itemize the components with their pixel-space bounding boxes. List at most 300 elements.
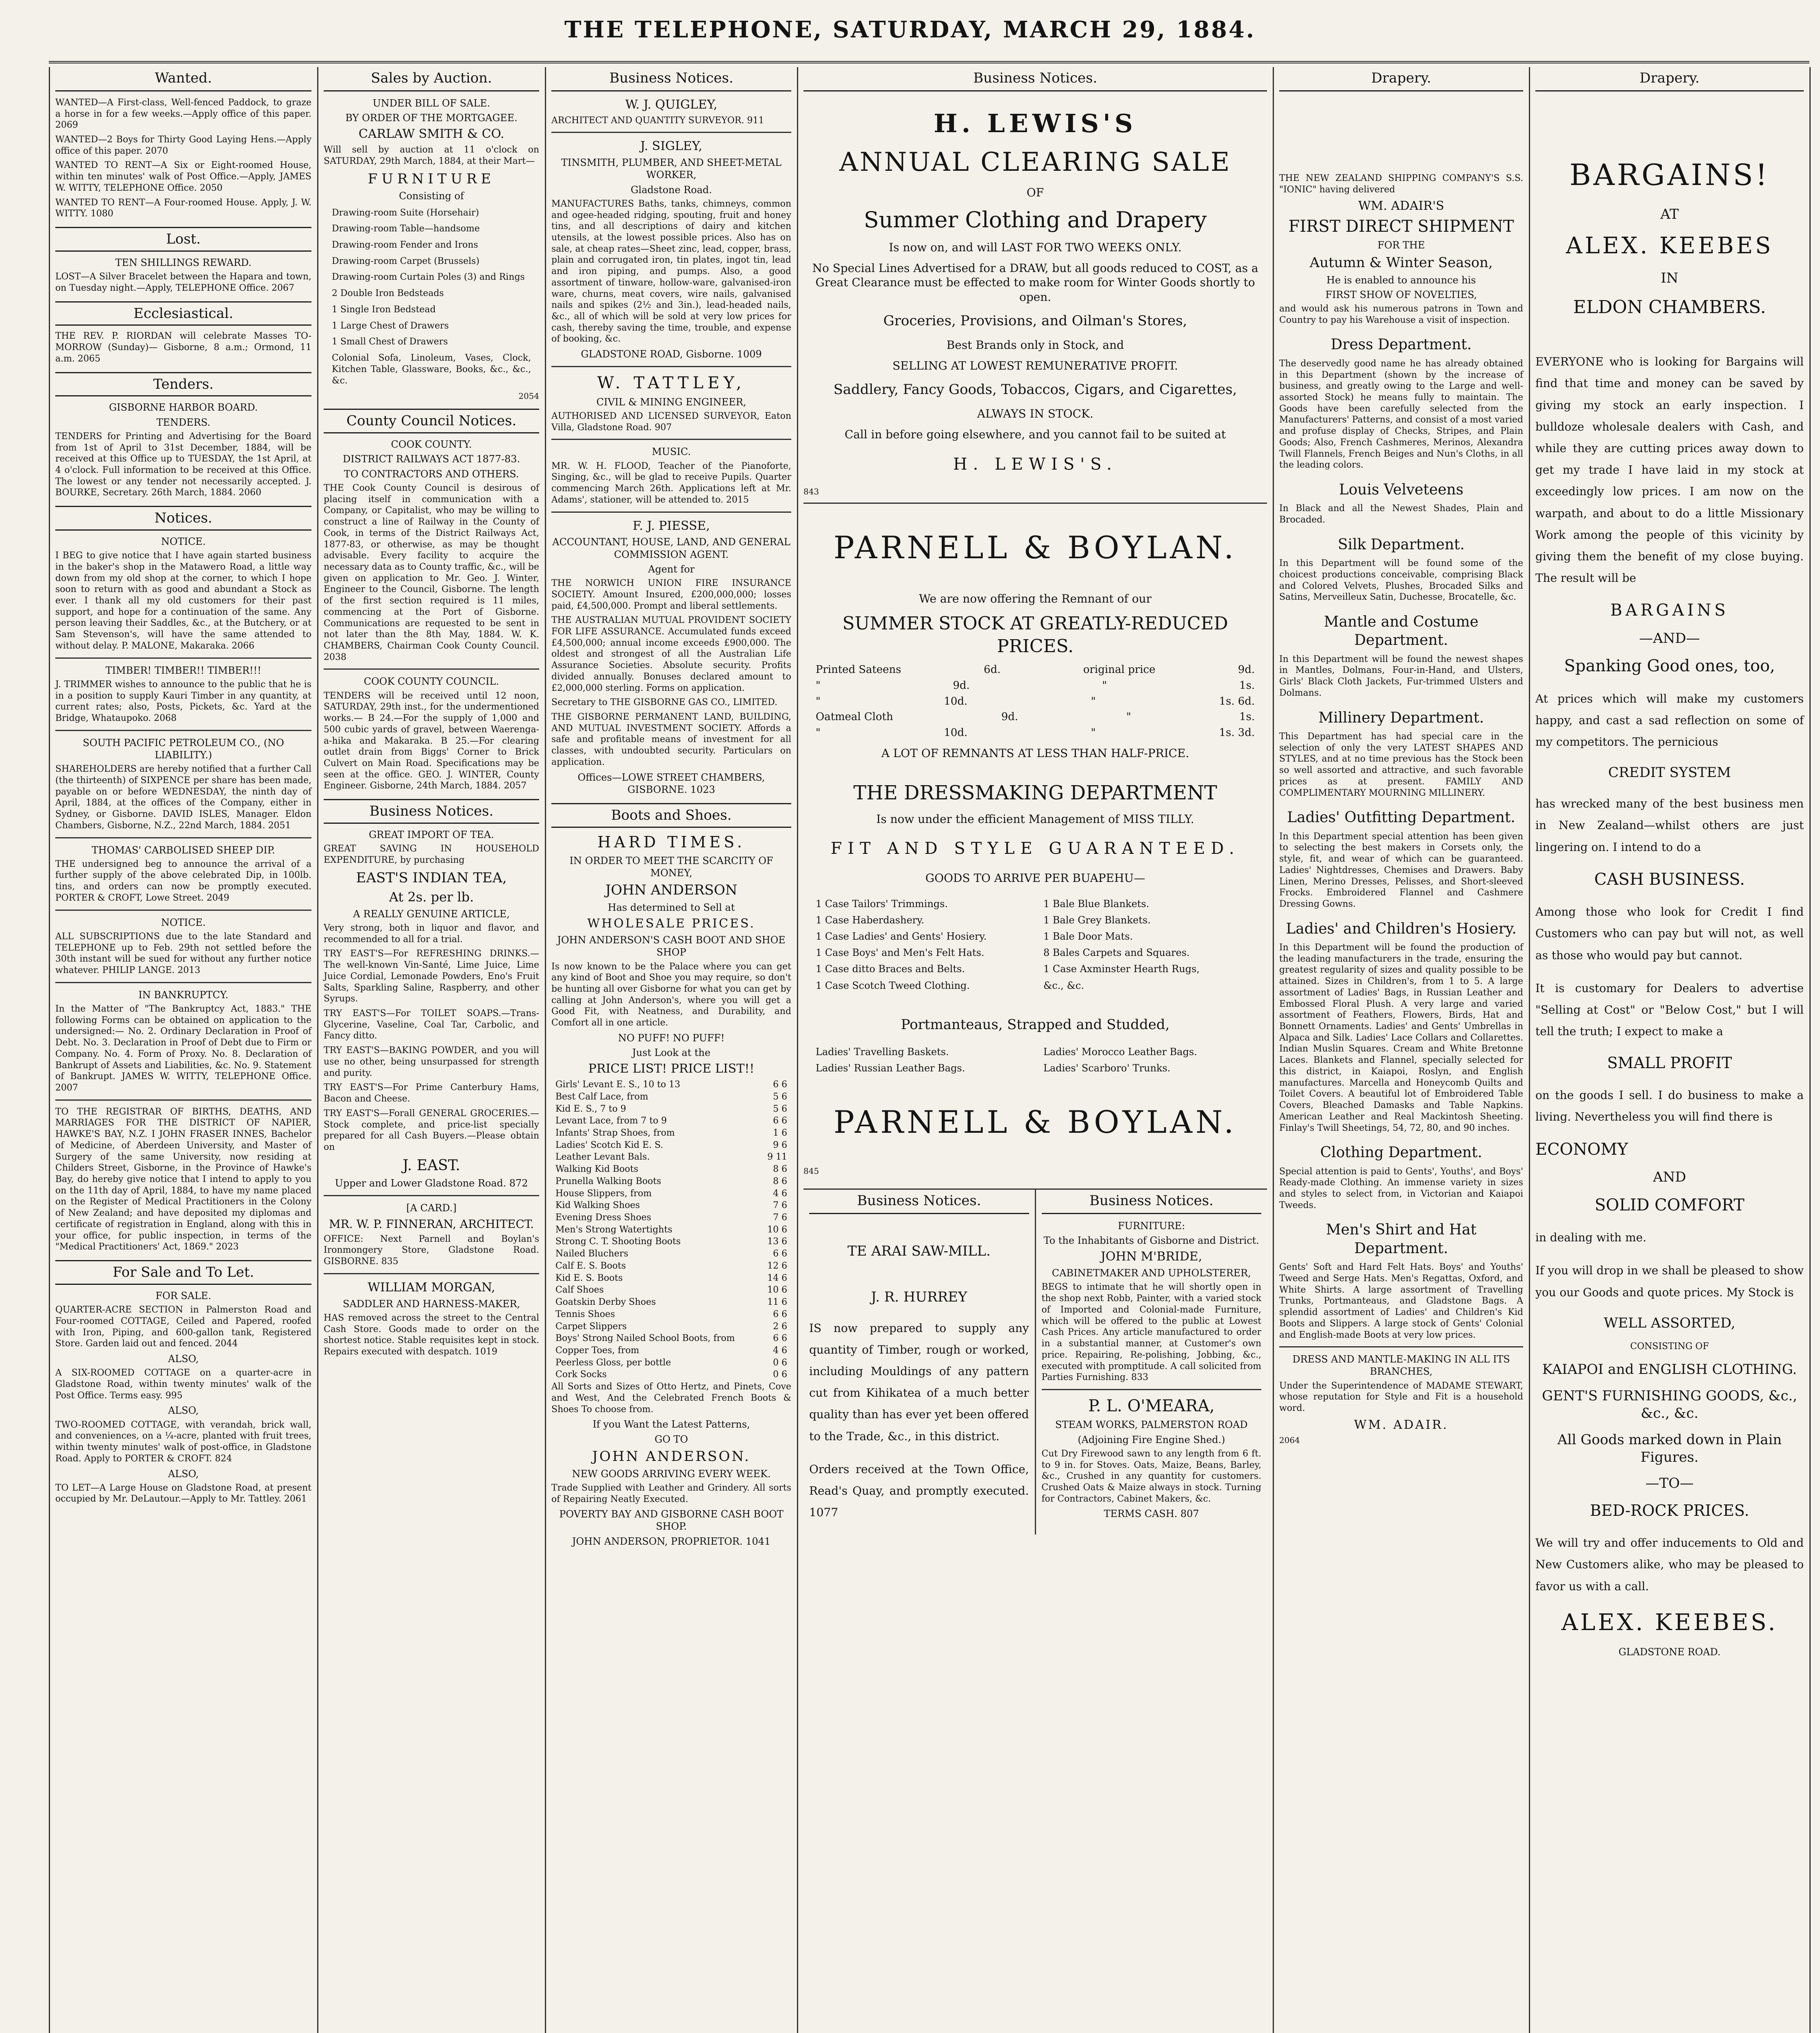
advert-title: Gladstone Road. (630, 184, 712, 196)
section-heading: Tenders. (55, 372, 311, 397)
divider (1042, 1389, 1262, 1390)
text-line: AT (1660, 206, 1679, 222)
advert-title: TO CONTRACTORS AND OTHERS. (344, 468, 519, 480)
price-cell: 10d. (944, 695, 968, 707)
price-value: 11 6 (767, 1297, 787, 1308)
advert-title: Offices—LOWE STREET CHAMBERS, GISBORNE. 1023 (577, 771, 765, 795)
text-line: No Special Lines Advertised for a DRAW, but all goods reduced to COST, as a Great Clearance must be effected to make room for Winter Goods shortly to open. (812, 261, 1258, 304)
advert-title: JOHN ANDERSON (605, 882, 738, 899)
text-line: J. R. HURREY (871, 1289, 967, 1305)
price-value: 14 6 (767, 1273, 787, 1283)
advert: THE Cook County Council is desirous of placing itself in communication with a Company, or Capitalist, who may be willing to construct a line of Railway in the County of Cook, in terms of the District Railways Act, 1877-83, or otherwise, as may be thought advisable. Every facility to acquire the necessary data as to County traffic, &c., will be given on application to Mr. Geo. J. Winter, Engineer to the Council, Gisborne. The length of the first section required is 11 miles, commencing at the Port of Gisborne. Communications are requested to be sent in not later than the 8th May, 1884. W. K. CHAMBERS, Chairman Cook County Council. 2038 (324, 483, 539, 662)
lower-adverts (803, 1188, 1267, 1535)
advert-title: FURNITURE (368, 170, 495, 187)
price-row (555, 1333, 787, 1344)
department-title: Dress Department. (1330, 336, 1472, 353)
price-item: Carpet Slippers (555, 1321, 627, 1332)
advert: THE undersigned beg to announce the arrival of a further supply of the above celebrated Dip, in 100lb. tins, and orders can now be promptly executed. PORTER & CROFT, Lowe Street. 2049 (55, 859, 311, 903)
department-text: In this Department will be found some of the choicest productions conceivable, comprising Black and Colored Velvets, Plushes, Brocaded Silks and Satins, Merveilleux Satin, Duchesse, Brocatelle, &c. (1279, 558, 1523, 603)
divider (55, 657, 311, 659)
column-rule (1809, 67, 1811, 2033)
advert-title: TIMBER! TIMBER!! TIMBER!!! (105, 664, 261, 676)
advert-title: FOR SALE. (155, 1290, 211, 1302)
price-item: Copper Toes, from (555, 1345, 640, 1356)
department-text: In this Department will be found the production of the leading manufacturers in the trade, ensuring the greatest regularity of sizes and quality possible to be attained. Sizes in Children's, from 1 to 5. A large assortment of Ladies' Bags, in Russian Leather and Embossed Floral Plush. A very large and varied assortment of Feathers, Flowers, Birds, Hat and Bonnett Ornaments. Ladies' and Gents' Umbrellas in Alpaca and Silk. Ladies' Lace Collars and Collarettes. Indian Muslin Squares. Cream and White Bretonne Laces. Blankets and Flannel, specially selected for this district, in Kaiapoi, Roslyn, and English manufactures. Marcella and Honeycomb Quilts and Toilet Covers. A beautiful lot of Embroidered Table Covers, Bleached Damasks and Table Napkins. American Leather and Real Mackintosh Sheeting. Finlay's Twill Sheetings, 54, 72, 80, and 90 inches. (1279, 942, 1523, 1133)
advert-title: DRESS AND MANTLE-MAKING IN ALL ITS BRANCHES, (1292, 1354, 1510, 1378)
department-text: In Black and all the Newest Shades, Plain and Brocaded. (1279, 503, 1523, 525)
price-item: Calf E. S. Boots (555, 1260, 626, 1271)
list-item: 1 Case Boys' and Men's Felt Hats. (816, 947, 984, 959)
list-item: Drawing-room Table—handsome (332, 224, 480, 234)
bags-list-right (1043, 1042, 1255, 1078)
section-heading: Boots and Shoes. (551, 803, 791, 828)
column-heading: Business Notices. (803, 67, 1267, 91)
divider (551, 439, 791, 440)
advert: ARCHITECT AND QUANTITY SURVEYOR. 911 (551, 115, 764, 126)
advert: THE REV. P. RIORDAN will celebrate Masses TO-MORROW (Sunday)— Gisborne, 8 a.m.; Ormond, 11 a.m. 2065 (55, 331, 311, 364)
price-item: Calf Shoes (555, 1285, 604, 1295)
text-line: Is now on, and will LAST FOR TWO WEEKS ONLY. (888, 240, 1182, 254)
advert: MANUFACTURES Baths, tanks, chimneys, common and ogee-headed ridging, spouting, fruit and honey tins, and all descriptions of dairy and kitchen utensils, at the lowest possible prices. Also has on sale, at cheap rates—Sheet zinc, lead, copper, brass, plain and corrugated iron, tin plates, ingot tin, lead and iron piping, and pumps. Also, a good assortment of tinware, hollow-ware, galvanised-iron ware, churns, meat covers, wire nails, galvanised nails and spikes (2½ and 3in.), lead-headed nails, &c., all of which will be sold at very low prices for cash, thereby saving the time, trouble, and expense of booking, &c. (551, 198, 791, 344)
advert: EVERYONE who is looking for Bargains will find that time and money can be saved by giving my stock an early inspection. I bulldoze wholesale dealers with Cash, and while they are cutting prices away down to get my trade I have laid in my stock at exceedingly low prices. I am now on the warpath, and about to do a little Missionary Work among the people of this vicinity by giving them the benefit of my close buying. The result will be (1535, 355, 1804, 585)
advert-title: DISTRICT RAILWAYS ACT 1877-83. (343, 453, 520, 465)
price-item: Prunella Walking Boots (555, 1176, 662, 1186)
divider (551, 512, 791, 513)
advert-title: (Adjoining Fire Engine Shed.) (1078, 1434, 1226, 1445)
text-line: KAIAPOI and ENGLISH CLOTHING. (1542, 1361, 1797, 1378)
price-cell: 9d. (953, 679, 970, 692)
price-value: 8 6 (773, 1164, 787, 1175)
price-row (555, 1357, 787, 1369)
headline: PARNELL & BOYLAN. (833, 529, 1237, 566)
price-table (803, 663, 1267, 740)
price-item: Tennis Shoes (555, 1309, 615, 1319)
lower-left (803, 1190, 1035, 1535)
list-item: 1 Case Axminster Hearth Rugs, (1043, 963, 1200, 975)
goods-list-left (816, 894, 1027, 996)
advert: SHAREHOLDERS are hereby notified that a further Call (the thirteenth) of SIXPENCE per share has been made, payable on or before WEDNESDAY, the ninth day of April, 1884, at the offices of the Company, either in Sydney, or Gisborne. DAVID ISLES, Manager. Eldon Chambers, Gisborne, N.Z., 22nd March, 1884. 2051 (55, 764, 311, 831)
price-cell: " (1102, 679, 1107, 692)
price-row (555, 1212, 787, 1223)
headline: Spanking Good ones, too, (1564, 657, 1775, 676)
advert-title: [A CARD.] (406, 1202, 457, 1214)
text-line: GOODS TO ARRIVE PER BUAPEHU— (925, 871, 1145, 885)
department-title: Silk Department. (1338, 536, 1465, 553)
price-cell: Printed Sateens (816, 664, 901, 676)
price-value: 7 6 (773, 1200, 787, 1211)
column-drapery-adair (1274, 67, 1529, 2033)
advert-title: Consisting of (399, 190, 464, 202)
advert-code: 2054 (518, 391, 539, 401)
advert-title: IN ORDER TO MEET THE SCARCITY OF MONEY, (569, 855, 773, 879)
price-item: Peerless Gloss, per bottle (555, 1357, 671, 1368)
advert-title: CABINETMAKER AND UPHOLSTERER, (1052, 1267, 1251, 1279)
advert-title: TINSMITH, PLUMBER, AND SHEET-METAL WORKER, (561, 157, 782, 181)
advert: TENDERS for Printing and Advertising for the Board from 1st of April to 31st December, 1884, will be received at this Office up to TUESDAY, the 1st April, at 4 o'clock. Full information to be received at this Office. The lowest or any tender not necessarily accepted. J. BOURKE, Secretary. 26th March, 1884. 2060 (55, 431, 311, 498)
department-text: In this Department will be found the newest shapes in Mantles, Dolmans, Four-in-Hand, and Ulsters, Girls' Black Cloth Jackets, Fur-trimmed Ulsters and Dolmans. (1279, 654, 1523, 698)
price-row (816, 726, 1255, 740)
advert-title: COOK COUNTY COUNCIL. (364, 676, 499, 688)
advert-title: FOR THE (1377, 239, 1425, 251)
advert: TENDERS will be received until 12 noon, SATURDAY, 29th inst., for the undermentioned works.— B 24.—For the supply of 1,000 and 500 cubic yards of gravel, between Waerenga-a-hika and Makaraka. B 25.—For clearing outlet drain from Biggs' Corner to Brick Culvert on Main Road. Specifications may be seen at the office. GEO. J. WINTER, County Engineer. Gisborne, 24th March, 1884. 2057 (324, 690, 539, 791)
list-item: Drawing-room Suite (Horsehair) (332, 207, 479, 218)
price-cell: " (1126, 711, 1131, 723)
advert-title: JOHN ANDERSON. (592, 1448, 751, 1465)
price-row (555, 1128, 787, 1139)
advert-title: STEAM WORKS, PALMERSTON ROAD (1055, 1419, 1248, 1431)
advert: Trade Supplied with Leather and Grindery. All sorts of Repairing Neatly Executed. (551, 1482, 791, 1504)
text-line: —TO— (1645, 1475, 1694, 1492)
bags-list-left (816, 1042, 1027, 1078)
advert: AUTHORISED AND LICENSED SURVEYOR, Eaton Villa, Gladstone Road. 907 (551, 411, 791, 433)
advert-title: COOK COUNTY. (391, 439, 472, 451)
list-item: 1 Bale Blue Blankets. (1043, 898, 1149, 910)
price-value: 9 11 (767, 1152, 787, 1162)
price-row (555, 1260, 787, 1272)
text-line: All Goods marked down in Plain Figures. (1557, 1431, 1782, 1465)
advert-title: To the Inhabitants of Gisborne and District. (1043, 1235, 1259, 1247)
advert-title: PRICE LIST! PRICE LIST!! (588, 1062, 755, 1076)
price-cell: " (1091, 727, 1096, 739)
text-line: GENT'S FURNISHING GOODS, &c., &c., &c. (1542, 1388, 1797, 1421)
price-row (555, 1164, 787, 1175)
text-line: AND (1653, 1169, 1686, 1185)
price-item: Infants' Strap Shoes, from (555, 1128, 675, 1138)
list-item: Ladies' Travelling Baskets. (816, 1046, 949, 1058)
advert-title: P. L. O'MEARA, (1088, 1396, 1215, 1415)
advert: GREAT SAVING IN HOUSEHOLD EXPENDITURE, by purchasing (324, 844, 539, 865)
price-row (555, 1079, 787, 1091)
advert: THE AUSTRALIAN MUTUAL PROVIDENT SOCIETY FOR LIFE ASSURANCE. Accumulated funds exceed £4,500,000; annual income exceeds £900,000. The oldest and strongest of all the Australian Life Assurance Societies. Absolute security. Profits divided annually. Bonuses declared amount to £2,000,000 sterling. Forms on application. (551, 615, 791, 693)
advert-title: BY ORDER OF THE MORTGAGEE. (345, 112, 518, 124)
advert: WANTED TO RENT—A Four-roomed House. Apply, J. W. WITTY. 1080 (55, 197, 311, 219)
advert-code: 2064 (1279, 1435, 1300, 1445)
lower-right (1035, 1190, 1267, 1535)
advert-title: JOHN ANDERSON'S CASH BOOT AND SHOE SHOP (557, 934, 786, 958)
price-item: Kid E. S., 7 to 9 (555, 1104, 626, 1114)
price-item: Girls' Levant E. S., 10 to 13 (555, 1080, 681, 1090)
list-item: 1 Large Chest of Drawers (332, 320, 449, 331)
headline: SUMMER STOCK AT GREATLY-REDUCED PRICES. (842, 613, 1228, 657)
advert-title: UNDER BILL OF SALE. (372, 97, 490, 109)
department-list (1279, 335, 1523, 1341)
department-title: Millinery Department. (1318, 709, 1484, 726)
headline: H. LEWIS'S (934, 108, 1137, 138)
advert: THE NEW ZEALAND SHIPPING COMPANY'S S.S. "IONIC" having delivered (1279, 173, 1523, 195)
list-item: Ladies' Russian Leather Bags. (816, 1062, 965, 1074)
price-item: Boys' Strong Nailed School Boots, from (555, 1333, 735, 1344)
advert: OFFICE: Next Parnell and Boylan's Ironmongery Store, Gladstone Road. GISBORNE. 835 (324, 1234, 539, 1267)
advert-title: J. SIGLEY, (640, 139, 703, 154)
advert-title: CIVIL & MINING ENGINEER, (596, 396, 747, 408)
price-row (816, 710, 1255, 724)
list-item: 1 Bale Door Mats. (1043, 930, 1133, 942)
advert-title: CARLAW SMITH & CO. (358, 127, 505, 141)
column-heading: Sales by Auction. (324, 67, 539, 91)
headline: BARGAINS (1610, 601, 1729, 620)
advert-title: WILLIAM MORGAN, (368, 1280, 495, 1295)
price-cell: Oatmeal Cloth (816, 711, 893, 723)
price-row (555, 1284, 787, 1296)
department-text: In this Department special attention has been given to selecting the best makers in Corsets only, the style, fit, and wear of which can be guaranteed. Ladies' Nightdresses, Chemises and Drawers. Baby Linen, Merino Dresses, Pelisses, and Short-sleeved Frocks. Embroidered Flannel and Cashmere Dressing Gowns. (1279, 831, 1523, 909)
advert-title: ALSO, (168, 1468, 199, 1480)
advert: LOST—A Silver Bracelet between the Hapara and town, on Tuesday night.—Apply, TELEPHONE Office. 2067 (55, 272, 311, 293)
price-item: Kid E. S. Boots (555, 1273, 623, 1283)
section-heading: Notices. (55, 506, 311, 531)
headline: CASH BUSINESS. (1594, 870, 1745, 889)
advert: In the Matter of "The Bankruptcy Act, 1883." THE following Forms can be obtained on application to the undersigned:— No. 2. Ordinary Declaration in Proof of Debt. No. 3. Declaration in Proof of Debt due to Firm or Company. No. 4. Form of Proxy. No. 8. Declaration of Bankrupt of Assets and Liabilities, &c. No. 9. Statement of Bankrupt. JAMES W. WITTY, TELEPHONE Office. 2007 (55, 1003, 311, 1093)
advert-title: W. TATTLEY, (597, 374, 746, 393)
price-item: Nailed Bluchers (555, 1249, 629, 1259)
price-row (555, 1309, 787, 1320)
price-item: Kid Walking Shoes (555, 1200, 640, 1211)
advert-title: WM. ADAIR. (1354, 1417, 1448, 1432)
headline: FIT AND STYLE GUARANTEED. (830, 839, 1240, 858)
advert-title: NO PUFF! NO PUFF! (618, 1032, 725, 1044)
advert-title: GREAT IMPORT OF TEA. (368, 829, 494, 840)
department-title: Ladies' Outfitting Department. (1287, 809, 1515, 826)
advert: IS now prepared to supply any quantity of Timber, rough or worked, including Mouldings of any pattern cut from Kihikatea of a much better quality than has ever yet been offered to the Trade, &c., in this district. (809, 1321, 1029, 1443)
column-business (546, 67, 797, 2033)
text-line: TE ARAI SAW-MILL. (847, 1243, 991, 1259)
department-title: Men's Shirt and Hat Department. (1326, 1221, 1477, 1257)
advert: BEGS to intimate that he will shortly open in the shop next Robb, Painter, with a varied stock of Imported and Colonial-made Furniture, which will be offered to the public at Lowest Cash Prices. Any article manufactured to order in a substantial manner, at Customer's own price. Repairing, Re-polishing, Jobbing, &c., executed with promptitude. A call solicited from Parties Furnishing. 833 (1041, 1282, 1261, 1383)
advert: on the goods I sell. I do business to make a living. Nevertheless you will find there is (1535, 1088, 1804, 1124)
price-value: 4 6 (773, 1345, 787, 1356)
divider (324, 1195, 539, 1196)
price-item: Goatskin Derby Shoes (555, 1297, 656, 1308)
advert-code: 845 (803, 1166, 819, 1176)
advert-code: 843 (803, 487, 819, 497)
headline: PARNELL & BOYLAN. (833, 1104, 1237, 1141)
text-line: —AND— (1639, 630, 1700, 646)
headline: ELDON CHAMBERS. (1573, 296, 1766, 318)
list-item: 1 Single Iron Bedstead (332, 304, 436, 315)
divider (551, 132, 791, 133)
advert-title: If you Want the Latest Patterns, (592, 1419, 750, 1430)
price-list (551, 1079, 791, 1380)
advert-title: THOMAS' CARBOLISED SHEEP DIP. (91, 844, 275, 856)
price-value: 13 6 (767, 1236, 787, 1247)
advert: All Sorts and Sizes of Otto Hertz, and Pinets, Cove and West, And the Celebrated French Boots & Shoes To choose from. (551, 1382, 791, 1415)
advert-title: SADDLER AND HARNESS-MAKER, (343, 1298, 520, 1310)
advert-title: ALSO, (168, 1353, 199, 1365)
column-wanted (50, 67, 317, 2033)
advert: Orders received at the Town Office, Read's Quay, and promptly executed. 1077 (809, 1462, 1029, 1519)
price-item: Evening Dress Shoes (555, 1212, 651, 1223)
headline: H. LEWIS'S. (953, 455, 1118, 474)
advert-title: NOTICE. (161, 916, 206, 928)
price-row (555, 1176, 787, 1187)
divider (324, 668, 539, 670)
price-item: Strong C. T. Shooting Boots (555, 1236, 681, 1247)
advert: Among those who look for Credit I find Customers who can pay but will not, as well as those who would pay but cannot. (1535, 905, 1804, 962)
price-row (555, 1151, 787, 1163)
price-value: 4 6 (773, 1188, 787, 1199)
price-value: 6 6 (773, 1309, 787, 1319)
text-line: A LOT OF REMNANTS AT LESS THAN HALF-PRICE. (881, 746, 1189, 760)
column-heading: Business Notices. (809, 1190, 1029, 1214)
headline: Summer Clothing and Drapery (864, 207, 1207, 233)
advert-title: MUSIC. (652, 446, 691, 458)
price-item: Ladies' Scotch Kid E. S. (555, 1140, 664, 1150)
advert: Will sell by auction at 11 o'clock on SATURDAY, 29th March, 1884, at their Mart— (324, 145, 539, 166)
text-line: Call in before going elsewhere, and you cannot fail to be suited at (845, 428, 1226, 442)
divider (324, 1273, 539, 1274)
column-heading: Wanted. (55, 67, 311, 91)
advert: in dealing with me. (1535, 1231, 1646, 1245)
price-row (555, 1321, 787, 1332)
text-line: IN (1661, 270, 1678, 286)
bags-list (816, 1042, 1255, 1078)
text-line: ALWAYS IN STOCK. (977, 407, 1093, 421)
list-item: 1 Case Scotch Tweed Clothing. (816, 979, 970, 991)
advert: A SIX-ROOMED COTTAGE on a quarter-acre in Gladstone Road, within twenty minutes' walk of the Post Office. Terms easy. 995 (55, 1368, 311, 1401)
headline: ALEX. KEEBES (1566, 233, 1773, 259)
headline: WELL ASSORTED, (1604, 1315, 1735, 1331)
price-cell: " (816, 679, 821, 692)
advert-title: GO TO (654, 1433, 688, 1445)
price-value: 1 6 (773, 1128, 787, 1138)
advert-title: MR. W. P. FINNERAN, ARCHITECT. (329, 1217, 534, 1231)
advert-title: NEW GOODS ARRIVING EVERY WEEK. (572, 1468, 771, 1480)
list-item: 1 Small Chest of Drawers (332, 337, 448, 347)
column-auction (318, 67, 545, 2033)
price-cell: 1s. 6d. (1219, 695, 1255, 707)
price-cell: original price (1083, 664, 1156, 676)
advert-title: WHOLESALE PRICES. (587, 916, 755, 931)
advert: and would ask his numerous patrons in Town and Country to pay his Warehouse a visit of inspection. (1279, 303, 1523, 325)
advert-title: F. J. PIESSE, (633, 518, 710, 533)
list-item: Drawing-room Fender and Irons (332, 240, 478, 250)
advert: I BEG to give notice that I have again started business in the baker's shop in the Matawero Road, a little way down from my old shop at the corner, to which I hope soon to return with as good and abundant a Stock as ever. I thank all my old customers for their past support, and hope for a continuation of the same. Any person leaving their Saddles, &c., at the Butchery, or at Sam Stevenson's, will have the same attended to without delay. P. MALONE, Makaraka. 2066 (55, 551, 311, 651)
advert-title: WM. ADAIR'S (1358, 199, 1444, 213)
advert: WANTED—2 Boys for Thirty Good Laying Hens.—Apply office of this paper. 2070 (55, 134, 311, 156)
price-cell: 9d. (1001, 711, 1018, 723)
list-item: 1 Case Ladies' and Gents' Hosiery. (816, 930, 987, 942)
advert-title: NOTICE. (161, 535, 206, 547)
divider (55, 730, 311, 731)
list-item: 2 Double Iron Bedsteads (332, 288, 444, 299)
advert: TRY EAST'S—For REFRESHING DRINKS.—The well-known Vin-Santé, Lime Juice, Lime Juice Cordial, Lemonade Powders, Eno's Fruit Salts, Sparkling Saline, Raspberry, and other Syrups. (324, 949, 539, 1004)
price-row (555, 1224, 787, 1236)
divider (55, 910, 311, 911)
divider (551, 366, 791, 367)
price-item: Levant Lace, from 7 to 9 (555, 1116, 667, 1126)
divider (55, 837, 311, 838)
price-row (816, 695, 1255, 708)
price-value: 5 6 (773, 1104, 787, 1114)
price-cell: 10d. (944, 727, 968, 739)
price-row (555, 1115, 787, 1127)
text-line: SELLING AT LOWEST REMUNERATIVE PROFIT. (892, 359, 1178, 373)
department-title: Mantle and Costume Department. (1324, 614, 1479, 649)
advert: It is customary for Dealers to advertise "Selling at Cost" or "Below Cost," but I will tell the truth; I expect to make a (1535, 981, 1804, 1038)
advert: TWO-ROOMED COTTAGE, with verandah, brick wall, and conveniences, on a ¼-acre, planted with fruit trees, within twenty minutes' walk of post-office, in Gladstone Road. Apply to PORTER & CROFT. 824 (55, 1419, 311, 1464)
advert-title: GLADSTONE ROAD, Gisborne. 1009 (581, 348, 762, 360)
advert-title: Has determined to Sell at (607, 902, 735, 914)
goods-list-right (1043, 894, 1255, 996)
column-clearing-sale (798, 67, 1273, 2033)
price-value: 5 6 (773, 1091, 787, 1102)
advert: At prices which will make my customers happy, and cast a sad reflection on some of my competitors. The pernicious (1535, 692, 1804, 749)
text-line: CONSISTING OF (1630, 1341, 1709, 1352)
advert-title: Upper and Lower Gladstone Road. 872 (335, 1178, 528, 1189)
headline: SOLID COMFORT (1594, 1195, 1745, 1215)
price-cell: " (1091, 695, 1096, 707)
text-line: Best Brands only in Stock, and (946, 338, 1124, 352)
advert-title: Agent for (648, 563, 695, 575)
advert: MR. W. H. FLOOD, Teacher of the Pianoforte, Singing, &c., will be glad to receive Pupils. Quarter commencing March 26th. Applications left at Mr. Adams', stationer, will be attended to. 2015 (551, 461, 791, 505)
advert-title: At 2s. per lb. (389, 889, 474, 905)
department-title: Louis Velveteens (1339, 481, 1464, 498)
advert-title: HARD TIMES. (597, 833, 745, 851)
section-heading: Ecclesiastical. (55, 301, 311, 326)
advert: If you will drop in we shall be pleased to show you our Goods and quote prices. My Stock is (1535, 1264, 1804, 1299)
price-row (555, 1200, 787, 1211)
advert-title: EAST'S INDIAN TEA, (356, 869, 507, 886)
price-row (816, 679, 1255, 692)
list-item: 8 Bales Carpets and Squares. (1043, 947, 1190, 959)
column-heading: Drapery. (1279, 67, 1523, 91)
section-heading: County Council Notices. (324, 409, 539, 433)
section-heading: Lost. (55, 227, 311, 252)
department-title: Ladies' and Children's Hosiery. (1286, 920, 1517, 937)
price-cell: " (816, 695, 821, 707)
price-row (555, 1091, 787, 1103)
headline: ECONOMY (1535, 1140, 1628, 1159)
text-line: We are now offering the Remnant of our (919, 592, 1152, 605)
price-value: 8 6 (773, 1176, 787, 1186)
divider (55, 1099, 311, 1101)
price-value: 12 6 (767, 1260, 787, 1271)
list-item: Ladies' Scarboro' Trunks. (1043, 1062, 1171, 1074)
price-item: Walking Kid Boots (555, 1164, 638, 1175)
divider (55, 982, 311, 983)
headline: CREDIT SYSTEM (1608, 764, 1731, 781)
advert-title: He is enabled to announce his (1326, 274, 1476, 286)
list-item: 1 Case Tailors' Trimmings. (816, 898, 948, 910)
price-row (555, 1345, 787, 1356)
text-line: Portmanteaus, Strapped and Studded, (901, 1016, 1170, 1033)
price-row (555, 1248, 787, 1260)
advert-title: JOHN M'BRIDE, (1100, 1249, 1202, 1264)
divider (803, 503, 1267, 504)
advert-title: SOUTH PACIFIC PETROLEUM CO., (NO LIABILITY.) (83, 737, 284, 761)
column-heading: Business Notices. (1042, 1190, 1262, 1214)
price-item: Best Calf Lace, from (555, 1091, 649, 1102)
text-line: Groceries, Provisions, and Oilman's Stores, (883, 312, 1187, 329)
price-cell: 1s. (1239, 679, 1255, 692)
headline: BARGAINS! (1569, 157, 1770, 192)
price-value: 6 6 (773, 1249, 787, 1259)
advert: Is now known to be the Palace where you can get any kind of Boot and Shoe you may require, so don't be hunting all over Gisborne for what you can get by calling at John Anderson's, where you will get a Good Fit, with Neatness, and Durability, and Comfort all in one article. (551, 961, 791, 1028)
section-heading: Business Notices. (324, 799, 539, 824)
advert-title: ALSO, (168, 1405, 199, 1417)
top-rule (49, 61, 1809, 63)
list-item: 1 Bale Grey Blankets. (1043, 914, 1151, 926)
text-line: OF (1026, 185, 1044, 199)
list-item: Drawing-room Carpet (Brussels) (332, 256, 480, 266)
price-row (555, 1104, 787, 1115)
section-heading: For Sale and To Let. (55, 1260, 311, 1285)
divider (1279, 1346, 1523, 1347)
headline: THE DRESSMAKING DEPARTMENT (853, 781, 1217, 805)
text-line: GLADSTONE ROAD. (1618, 1646, 1721, 1658)
advert-title: GISBORNE HARBOR BOARD. (109, 402, 258, 414)
advert-title: W. J. QUIGLEY, (625, 97, 718, 112)
advert: TO LET—A Large House on Gladstone Road, at present occupied by Mr. DeLautour.—Apply to Mr. Tattley. 2061 (55, 1482, 311, 1504)
